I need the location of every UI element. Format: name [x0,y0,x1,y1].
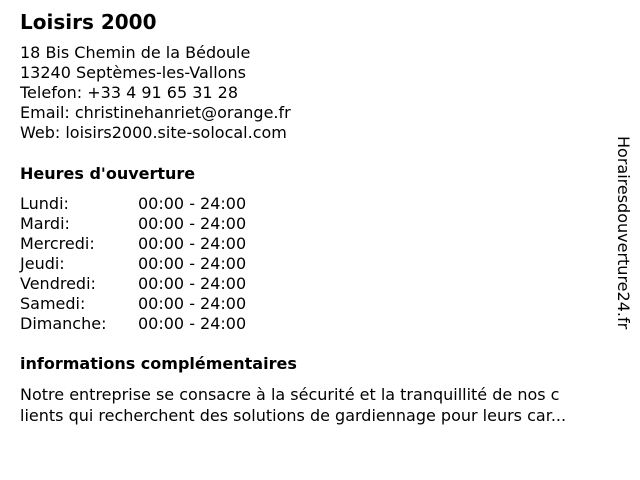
hours-day: Jeudi: [20,254,65,273]
hours-heading: Heures d'ouverture [20,164,196,183]
city-address: 13240 Septèmes-les-Vallons [20,63,246,82]
site-watermark-text: Horairesdouverture24.fr [614,136,633,330]
info-heading: informations complémentaires [20,354,297,373]
hours-row-samedi [20,294,246,314]
street-address: 18 Bis Chemin de la Bédoule [20,43,251,62]
hours-row-vendredi [20,274,246,294]
email-address: Email: christinehanriet@orange.fr [20,103,291,122]
hours-time: 00:00 - 24:00 [138,254,247,273]
site-watermark [613,136,633,372]
hours-row-jeudi [20,254,246,274]
business-name: Loisirs 2000 [20,10,157,34]
description-line: Notre entreprise se consacre à la sécurité et la tranquillité de nos c [20,385,560,404]
hours-day: Samedi: [20,294,86,313]
hours-row-dimanche [20,314,246,334]
hours-row-mardi [20,214,246,234]
hours-day: Dimanche: [20,314,107,333]
hours-row-mercredi [20,234,246,254]
hours-time: 00:00 - 24:00 [138,314,247,333]
hours-time: 00:00 - 24:00 [138,194,247,213]
hours-time: 00:00 - 24:00 [138,234,247,253]
hours-day: Lundi: [20,194,69,213]
phone-number: Telefon: +33 4 91 65 31 28 [20,83,239,102]
hours-day: Mardi: [20,214,70,233]
hours-time: 00:00 - 24:00 [138,214,247,233]
business-description [20,384,620,426]
hours-day: Mercredi: [20,234,95,253]
hours-time: 00:00 - 24:00 [138,294,247,313]
opening-hours-table [20,194,246,334]
hours-row-lundi [20,194,246,214]
contact-block [20,43,291,143]
website: Web: loisirs2000.site-solocal.com [20,123,287,142]
hours-day: Vendredi: [20,274,96,293]
description-line: lients qui recherchent des solutions de gardiennage pour leurs car... [20,406,567,425]
hours-time: 00:00 - 24:00 [138,274,247,293]
